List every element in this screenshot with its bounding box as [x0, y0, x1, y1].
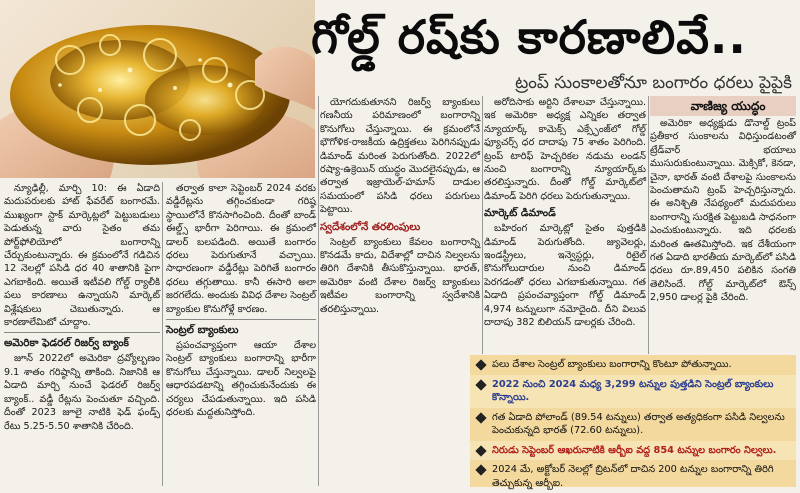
highlight-item: [470, 441, 796, 461]
sidebar-title: వాణిజ్య యుద్ధం: [650, 96, 796, 116]
highlight-text: పలు దేశాల సెంట్రల్ బ్యాంకులు బంగారాన్ని కొంటూ పోతున్నాయి.: [492, 359, 732, 370]
subheadline-text: ట్రంప్ సుంకాలతోనూ బంగారం ధరలు పైపైకి: [515, 73, 792, 93]
section-heading: స్వదేశంలోనే తరలింపులు: [320, 220, 421, 233]
column-divider: [482, 96, 483, 354]
highlight-item: [470, 460, 796, 493]
bullet-diamond-icon: [475, 464, 486, 475]
paragraph: జూన్ 2022లో అమెరికా ద్రవ్యోల్బణం 9.1 శాతం గరిష్ఠాన్ని తాకింది. నిజానికి ఆ ఏడాది మార్చి నుంచే ఫెడరల్ రిజర్వ్ బ్యాంక్.. వడ్డీ రేట్లను పెంచుతూ వచ్చింది. దీంతో 2023 జూలై నాటికి ఫెడ్ ఫండ్స్ రేటు 5.25-5.50 శాతానికి చేరింది.: [4, 353, 160, 432]
highlight-item: [470, 408, 796, 441]
highlight-text: నిరుడు సెప్టెంబర్ ఆఖరునాటికి ఆర్బీఐ వద్ద 854 టన్నుల బంగారం నిల్వలు.: [492, 444, 777, 456]
section-heading: మార్కెట్ డిమాండ్: [484, 207, 556, 220]
article-column-4: [484, 96, 646, 356]
paragraph: న్యూఢిల్లీ, మార్చి 10: ఈ ఏడాది మదుపరులకు హాట్ ఫేవరేట్ బంగారమే. ముఖ్యంగా స్టాక్ మార్కెట్లలో పెట్టుబడులు పెడుతున్న వారు సైతం తమ పోర్ట్‌ఫోలియోలో బంగారాన్ని చేర్చుకుంటున్నారు. ఈ క్రమంలోనే గడిచిన 12 నెలల్లో పసిడి ధర 40 శాతానికి పైగా ఎగబాకింది. అయితే ఇటీవలి గోల్డ్ ర్యాలీకి పలు కారణాలు ఉన్నాయని మార్కెట్ విశ్లేషకులు చెబుతున్నారు. ఆ కారణాలేమిటో చూద్దాం.: [4, 183, 160, 329]
article-column-3: [320, 96, 480, 356]
highlight-item: [470, 375, 796, 408]
divider: [4, 332, 160, 333]
highlight-text: 2024 మే, అక్టోబర్ నెలల్లో బ్రిటన్‌లో దాచిన 200 టన్నుల బంగారాన్ని తిరిగి తెచ్చుకున్న ఆర్బీఐ.: [492, 464, 774, 489]
paragraph: తర్వాత కాలా సెప్టెంబర్ 2024 వరకు వడ్డీరేట్లను తగ్గించకుండా గరిష్ఠ స్థాయిలోనే కొనసాగించింది. దీంతో బాండ్ ఈల్డ్స్ భారీగా పెరిగాయి. ఈ క్రమంలో డాలర్ బలపడింది. అయితే బంగారం ధరలు పెరుగుతూనే వచ్చాయి. సాధారణంగా వడ్డీరేట్లు పెరిగితే బంగారం ధరలు తగ్గుతాయి. కానీ ఈసారి అలా జరగలేదు. అందుకు వివిధ దేశాల సెంట్రల్ బ్యాంకుల కొనుగోళ్లే కారణం.: [166, 183, 316, 315]
subheadline: [402, 70, 792, 96]
highlights-box: [470, 355, 796, 487]
divider: [166, 319, 316, 320]
paragraph: సెంట్రల్ బ్యాంకులు కేవలం బంగారాన్ని కొనడమే కాదు, విదేశాల్లో దాచిన నిల్వలను తిరిగి దేశానికి తీసుకొస్తున్నాయి. భారత్, అమెరికా వంటి దేశాల రిజర్వ్ బ్యాంకులు ఇటీవల బంగారాన్ని స్వదేశానికి తరలిస్తున్నాయి.: [320, 236, 480, 315]
bullet-diamond-icon: [475, 412, 486, 423]
paragraph: అరోదిసాకు అర్టిని దేశాలవా చేస్తున్నాయి. ఇక అమెరికా అధ్యక్ష ఎన్నికల తర్వాత న్యూయార్క్ కామెక్స్ ఎక్స్ఛేంజ్‌లో గోల్డ్ ఫ్యూచర్స్ ధర దాదాపు 75 శాతం పెరిగింది. ట్రంప్ టారిఫ్ హెచ్చరికల నడుమ లండన్ నుంచి బంగారాన్ని న్యూయార్క్‌కు తరలిస్తున్నారు. దీంతో గోల్డ్ మార్కెట్‌లో డిమాండ్ పెరిగి ధరలు పెరుగుతున్నాయి.: [484, 97, 646, 202]
column-divider: [648, 96, 649, 354]
highlight-text: గత ఏడాది పోలాండ్ (89.54 టన్నులు) తర్వాత అత్యధికంగా పసిడి నిల్వలను పెంచుకున్నది భారత్ (72.60 టన్నులు).: [492, 411, 785, 436]
headline: గోల్డ్ రష్‌కు కారణాలివే..: [311, 10, 747, 64]
paragraph: అమెరికా అధ్యక్షుడు డొనాల్డ్ ట్రంప్ ప్రతీకార సుంకాలను విధిస్తుండటంతో ట్రేడ్‌వార్ భయాలు ముసురుకుంటున్నాయి. మెక్సికో, కెనడా, చైనా, భారత్ వంటి దేశాలపై సుంకాలను పెంచుతామని ట్రంప్ హెచ్చరిస్తున్నారు. ఈ అనిశ్చితి నేపథ్యంలో మదుపరులు బంగారాన్ని సురక్షిత పెట్టుబడి సాధనంగా ఎంచుకుంటున్నారు. ఇది ధరలకు మరింత ఊతమిస్తోంది. ఇక దేశీయంగా గత ఏడాది భారతీయ మార్కెట్‌లో పసిడి ధరలు రూ.89,450 పలికిన సంగతి తెలిసిందే. గోల్డ్ మార్కెట్‌లో ఔన్స్ 2,950 డాలర్ల పైకి చేరింది.: [650, 118, 796, 304]
bullet-diamond-icon: [475, 359, 486, 370]
bullet-diamond-icon: [475, 445, 486, 456]
article-column-2: [166, 182, 316, 484]
article-column-1: [4, 182, 160, 432]
column-divider: [318, 96, 319, 486]
paragraph: బహిరంగ మార్కెట్లో సైతం పుత్తడికి డిమాండ్ పెరుగుతోంది. జ్యువెలర్లు, ఇండస్ట్రీలు, ఇన్వెస్టర్లు, రిటైల్ కొనుగోలుదారుల నుంచి డిమాండ్ పెరగడంతో ధరలు ఎగబాకుతున్నాయి. గత ఏడాది ప్రపంచవ్యాప్తంగా గోల్డ్ డిమాండ్ 4,974 టన్నులుగా నమోదైంది. దీని విలువ దాదాపు 382 బిలియన్ డాలర్లకు చేరింది.: [484, 223, 646, 329]
column-divider: [162, 182, 163, 486]
bullet-diamond-icon: [475, 379, 486, 390]
paragraph: ప్రపంచవ్యాప్తంగా ఆయా దేశాల సెంట్రల్ బ్యాంకులు బంగారాన్ని భారీగా కొనుగోలు చేస్తున్నాయి. డాలర్ నిల్వలపై ఆధారపడటాన్ని తగ్గించుకునేందుకు ఈ చర్యలు చేపడుతున్నాయి. ఇది పసిడి ధరలకు మద్దతునిస్తోంది.: [166, 340, 316, 419]
section-heading: సెంట్రల్ బ్యాంకులు: [166, 324, 239, 337]
highlight-item: [470, 355, 796, 375]
section-heading: అమెరికా ఫెడరల్ రిజర్వ్ బ్యాంక్: [4, 337, 129, 350]
highlight-text: 2022 నుంచి 2024 మధ్య 3,299 టన్నుల పుత్తడిని సెంట్రల్ బ్యాంకులు కొన్నాయి.: [492, 378, 774, 403]
trade-war-sidebar: [650, 96, 796, 356]
paragraph: యోగదుకుతూనని రిజర్వ్ బ్యాంకులు గణనీయ పరిమాణంలో బంగారాన్ని కొనుగోలు చేస్తున్నాయి. ఈ క్రమంలోనే భౌగోళిక-రాజకీయ ఉద్రిక్తతలు పెరిగినప్పుడు డిమాండ్ మరింత పెరుగుతోంది. 2022లో రష్యా-ఉక్రెయిన్ యుద్ధం మొదలైనప్పుడు, ఆ తర్వాత ఇజ్రాయెల్-హమాస్ దాడుల సమయంలో పసిడి ధరలు పరుగులు పెట్టాయి.: [320, 97, 480, 216]
